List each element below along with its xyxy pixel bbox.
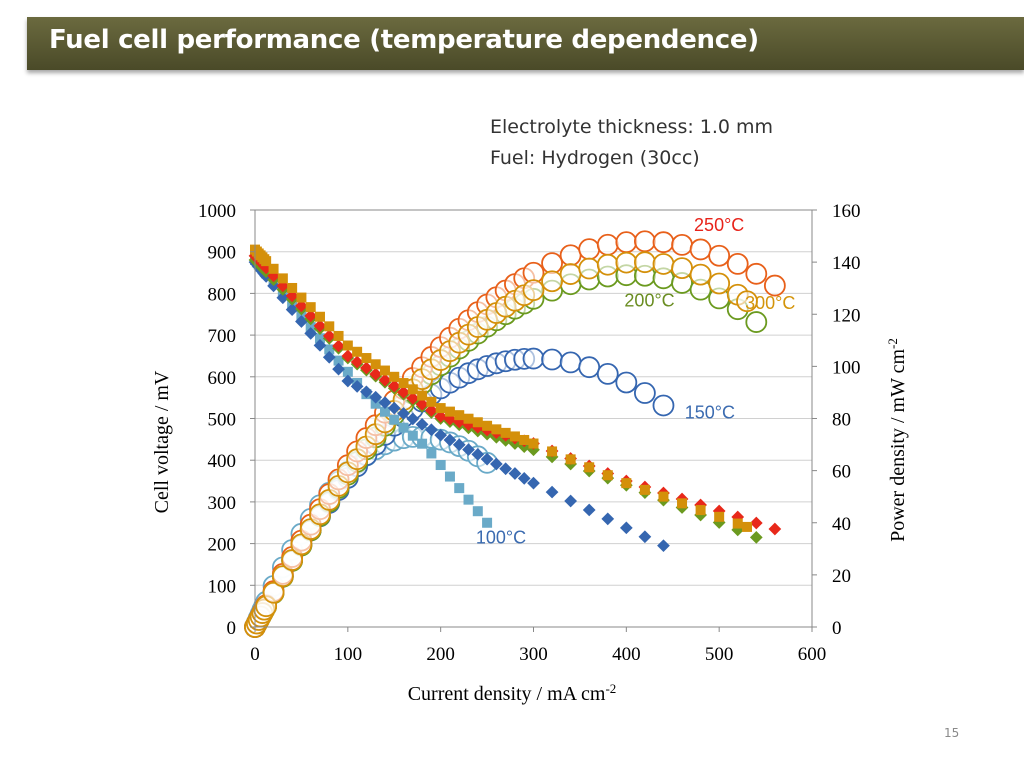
y-right-tick-label: 80 [832,409,851,431]
power-point [598,364,618,384]
voltage-point [566,454,576,464]
voltage-point [426,448,436,458]
voltage-point [584,462,594,472]
voltage-point [640,485,650,495]
power-point [709,273,729,293]
y-left-tick-label: 200 [207,534,236,556]
power-point [728,254,748,274]
x-tick-label: 300 [519,644,548,665]
power-point [653,254,673,274]
y-right-tick-label: 20 [832,565,851,587]
power-point [746,264,766,284]
x-tick-label: 400 [612,644,641,665]
voltage-point [315,312,325,322]
series-label: 300°C [745,293,796,314]
series-label: 250°C [694,214,745,235]
voltage-point [620,521,633,534]
voltage-point [380,366,390,376]
voltage-point [750,531,763,544]
voltage-point [657,539,670,552]
voltage-point [464,414,474,424]
power-point [579,239,599,259]
series-label: 150°C [684,402,736,423]
y-left-tick-label: 1000 [198,201,236,222]
y-axis-left-title: Cell voltage / mV [151,370,173,514]
power-point [542,271,562,291]
series-label: 100°C [475,527,527,548]
power-point [746,312,766,332]
voltage-point [519,435,529,445]
power-point [598,255,618,275]
y-right-tick-label: 0 [832,618,842,639]
y-right-tick-label: 160 [832,201,861,222]
x-tick-label: 0 [250,644,260,665]
voltage-point [601,513,614,526]
voltage-point [324,321,334,331]
voltage-point [501,428,511,438]
y-left-tick-label: 800 [207,284,236,306]
voltage-point [417,439,427,449]
voltage-point [343,341,353,351]
power-point [616,232,636,252]
voltage-point [482,518,492,528]
voltage-point [583,504,596,517]
voltage-point [464,495,474,505]
voltage-point [491,424,501,434]
voltage-point [436,460,446,470]
voltage-point [473,506,483,516]
y-right-tick-label: 40 [832,513,851,535]
voltage-point [399,378,409,388]
power-point [635,383,655,403]
y-left-tick-label: 300 [207,492,236,514]
voltage-point [658,492,668,502]
power-point [691,265,711,285]
voltage-point [621,478,631,488]
voltage-point [603,470,613,480]
page-number: 15 [944,726,960,740]
voltage-point [445,407,455,417]
voltage-point [482,421,492,431]
voltage-point [278,273,288,283]
fuel-note: Fuel: Hydrogen (30cc) [490,147,700,169]
power-point [709,246,729,266]
power-point [542,350,562,370]
power-point [524,349,544,369]
voltage-point [426,397,436,407]
voltage-point [306,302,316,312]
power-point [672,258,692,278]
voltage-point [417,391,427,401]
x-tick-label: 600 [797,644,827,665]
y-right-tick-label: 60 [832,461,851,483]
voltage-point [436,403,446,413]
y-left-tick-label: 0 [226,618,236,639]
voltage-point [714,512,724,522]
voltage-point [371,359,381,369]
power-point [616,253,636,273]
x-tick-label: 500 [704,644,734,665]
power-point [653,395,673,415]
power-point [672,235,692,255]
y-left-tick-label: 600 [207,367,236,389]
series-label: 200°C [624,290,675,311]
electrolyte-thickness-note: Electrolyte thickness: 1.0 mm [490,116,774,138]
voltage-point [696,505,706,515]
slide-title: Fuel cell performance (temperature dependence) [49,25,759,55]
voltage-point [454,483,464,493]
y-right-tick-label: 100 [832,357,861,379]
power-point [561,352,581,372]
power-point [524,280,544,300]
voltage-point [546,486,559,499]
y-axis-right-title: Power density / mW $cm^{-2}$ [885,338,909,542]
voltage-point [547,446,557,456]
voltage-point [352,347,362,357]
voltage-point [399,423,409,433]
voltage-point [269,264,279,274]
y-left-tick-label: 700 [207,326,236,348]
x-axis-title: Current density / mA $cm^{-2}$ [407,681,617,705]
y-left-tick-label: 500 [207,409,236,431]
voltage-point [564,495,577,508]
power-point [598,235,618,255]
power-point [579,259,599,279]
voltage-point [334,331,344,341]
voltage-point [529,439,539,449]
power-point [542,253,562,273]
y-left-tick-label: 900 [207,242,236,264]
y-left-tick-label: 400 [207,451,236,473]
voltage-point [677,498,687,508]
voltage-point [742,522,752,532]
voltage-point [733,519,743,529]
power-point [561,264,581,284]
voltage-point [296,293,306,303]
power-point [579,357,599,377]
voltage-point [473,417,483,427]
voltage-point [408,431,418,441]
y-right-tick-label: 120 [832,305,861,327]
voltage-point [445,472,455,482]
power-point [635,231,655,251]
voltage-point [389,415,399,425]
power-point [653,232,673,252]
power-point [561,245,581,265]
x-tick-label: 200 [426,644,455,665]
x-tick-label: 100 [333,644,363,665]
voltage-point [454,410,464,420]
power-point [616,372,636,392]
voltage-point [389,372,399,382]
power-point [635,252,655,272]
power-point [691,239,711,259]
voltage-point [361,353,371,363]
voltage-point [639,530,652,543]
y-right-tick-label: 140 [832,253,861,275]
voltage-point [510,431,520,441]
y-left-tick-label: 100 [207,576,236,598]
voltage-point [287,283,297,293]
voltage-point [408,384,418,394]
voltage-point [769,523,782,536]
power-series-300c [245,252,757,637]
